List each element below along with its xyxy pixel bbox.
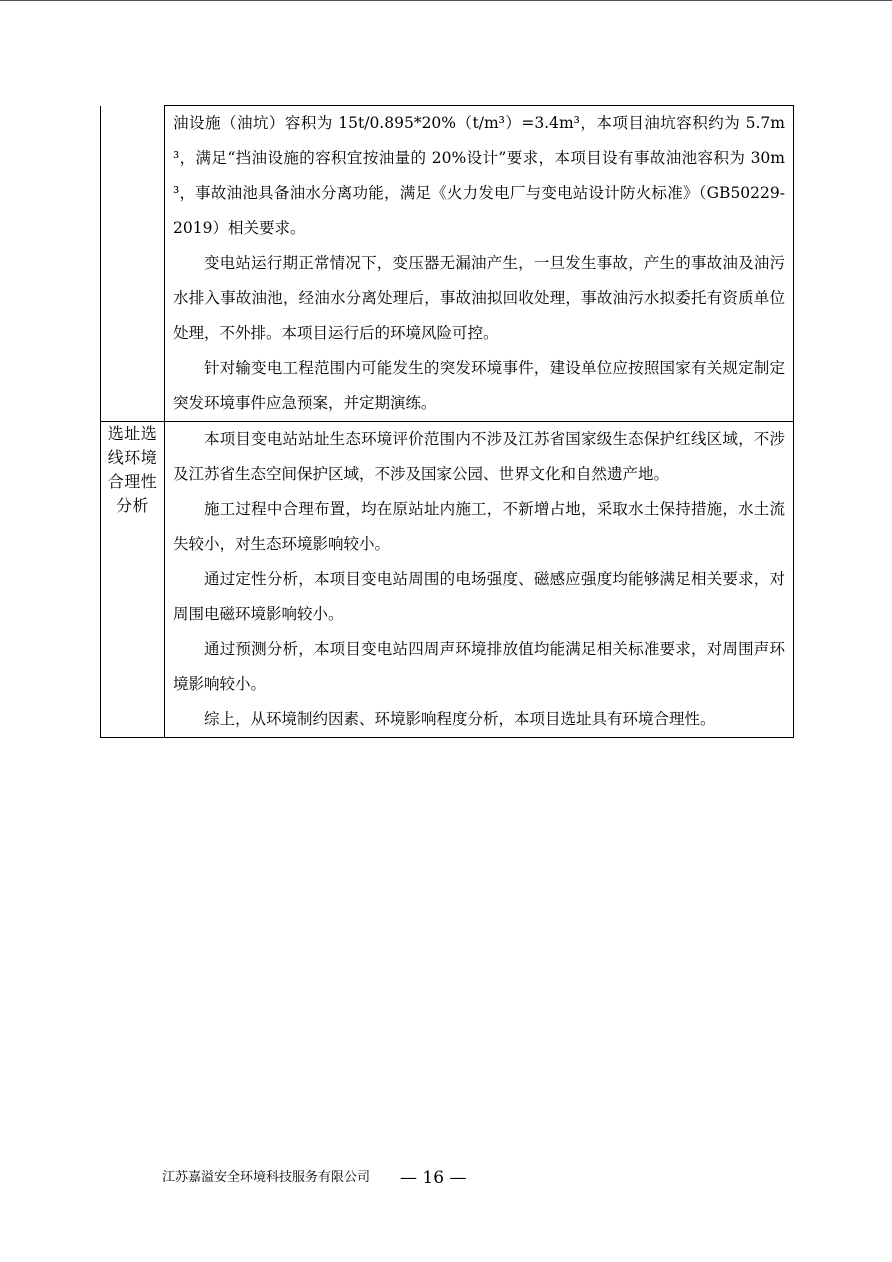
table-row [101, 422, 794, 738]
paragraph: 油设施（油坑）容积为 15t/0.895*20%（t/m³）=3.4m³，本项目油坑容积约为 5.7m³，满足“挡油设施的容积宜按油量的 20%设计”要求，本项目设有事故油池容积为 30m³，事故油池具备油水分离功能，满足《火力发电厂与变电站设计防火标准》（GB50229-2019）相关要求。 [173, 114, 785, 237]
row-content-cell [165, 422, 794, 738]
page-footer [0, 1166, 892, 1190]
footer-company-name: 江苏嘉溢安全环境科技服务有限公司 [162, 1170, 371, 1185]
row-label-cell [101, 422, 165, 738]
paragraph: 本项目变电站站址生态环境评价范围内不涉及江苏省国家级生态保护红线区域，不涉及江苏省生态空间保护区域，不涉及国家公园、世界文化和自然遗产地。 [173, 430, 785, 483]
paragraph: 变电站运行期正常情况下，变压器无漏油产生，一旦发生事故，产生的事故油及油污水排入事故油池，经油水分离处理后，事故油拟回收处理，事故油污水拟委托有资质单位处理，不外排。本项目运行后的环境风险可控。 [173, 254, 785, 342]
table-row [101, 106, 794, 422]
page-number: — 16 — [400, 1168, 467, 1188]
document-table [100, 105, 794, 738]
row-label-cell [101, 106, 165, 422]
row-label: 选址选线环境合理性分析 [107, 424, 158, 515]
paragraph: 通过定性分析，本项目变电站周围的电场强度、磁感应强度均能够满足相关要求，对周围电磁环境影响较小。 [173, 570, 785, 623]
paragraph: 施工过程中合理布置，均在原站址内施工，不新增占地，采取水土保持措施，水土流失较小，对生态环境影响较小。 [173, 500, 785, 553]
paragraph: 针对输变电工程范围内可能发生的突发环境事件，建设单位应按照国家有关规定制定突发环境事件应急预案，并定期演练。 [173, 359, 785, 412]
row-content-cell [165, 106, 794, 422]
paragraph: 综上，从环境制约因素、环境影响程度分析，本项目选址具有环境合理性。 [204, 710, 716, 728]
page-top-border [0, 0, 892, 1]
paragraph: 通过预测分析，本项目变电站四周声环境排放值均能满足相关标准要求，对周围声环境影响较小。 [173, 640, 785, 693]
